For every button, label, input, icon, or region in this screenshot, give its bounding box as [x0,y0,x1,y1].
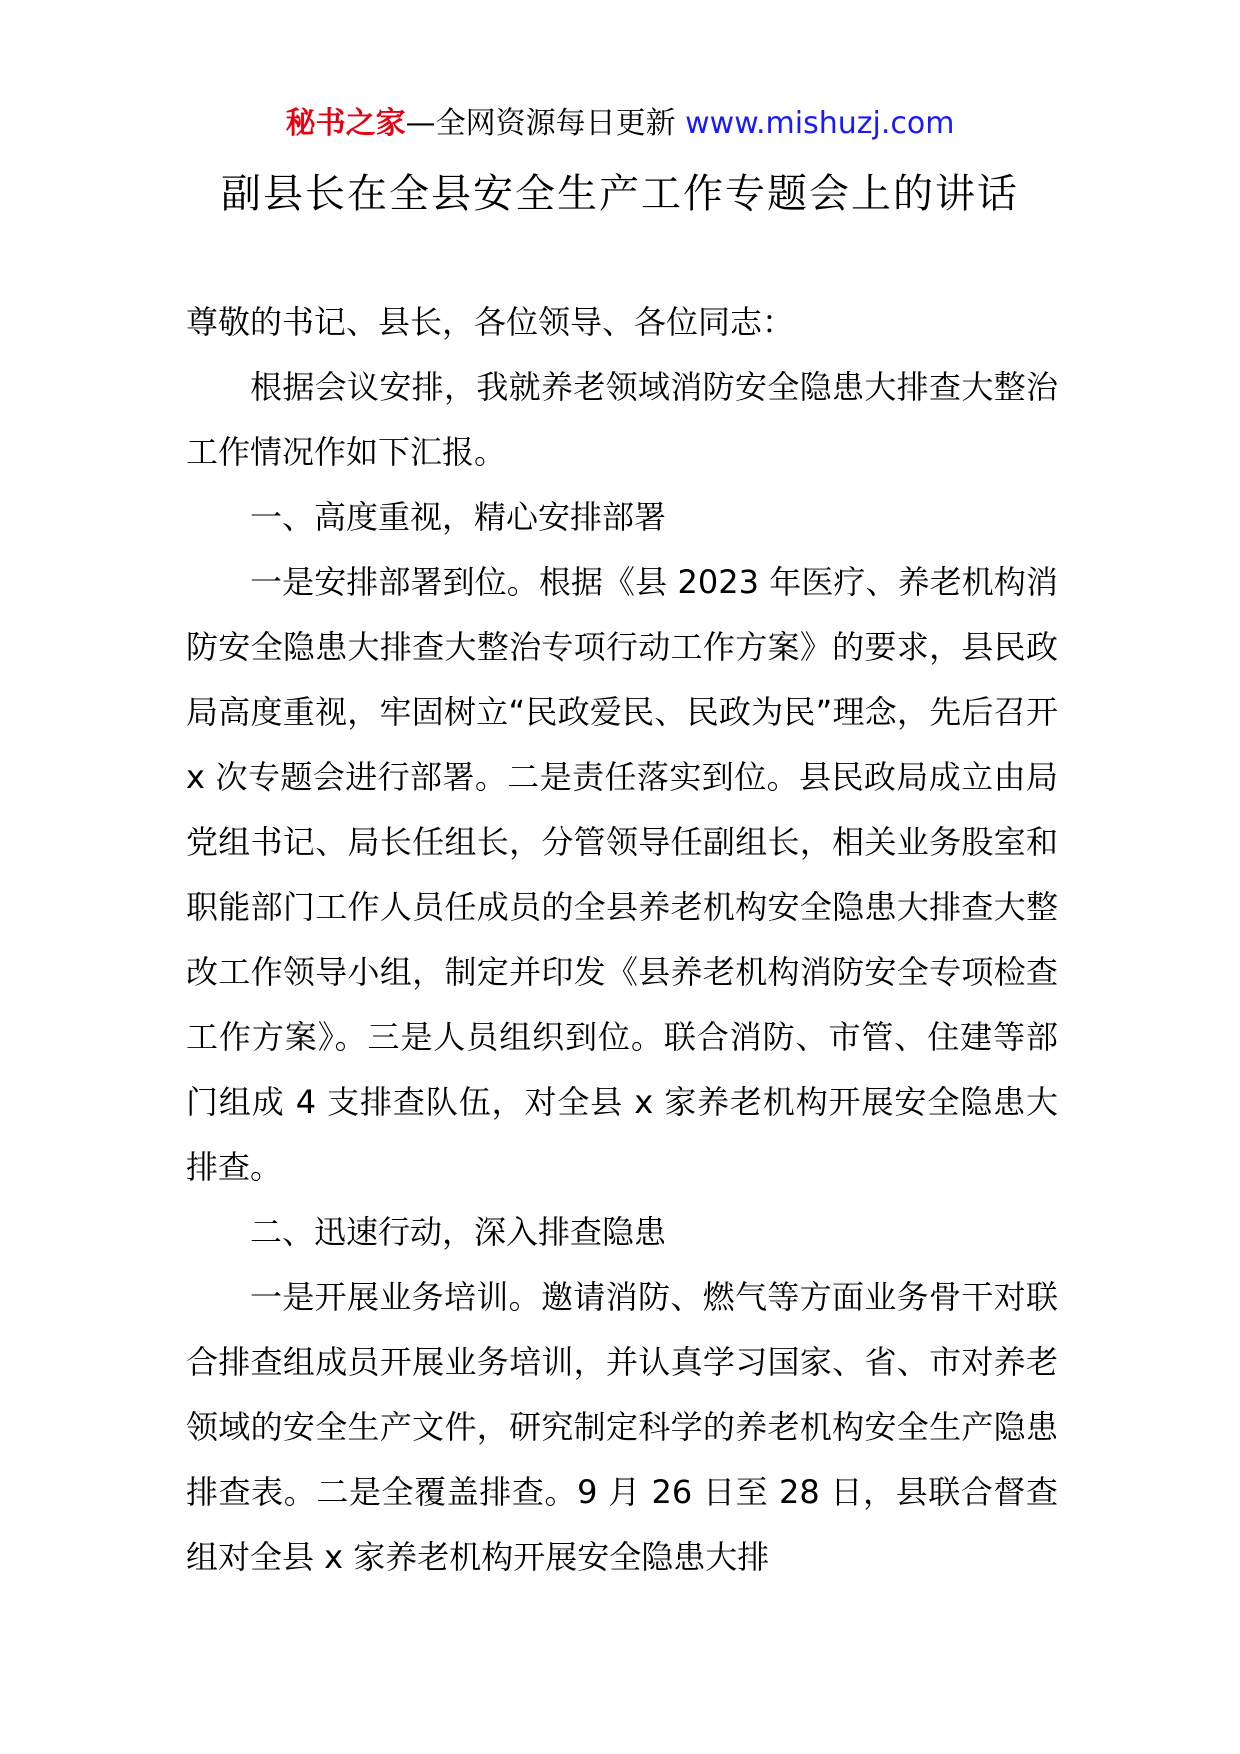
document-title: 副县长在全县安全生产工作专题会上的讲话 [221,171,1019,217]
document-body [186,290,1058,1590]
paragraph-section-1: 一是安排部署到位。根据《县 2023 年医疗、养老机构消防安全隐患大排查大整治专项行动工作方案》的要求，县民政局高度重视，牢固树立“民政爱民、民政为民”理念，先后召开 x 次专题会进行部署。二是责任落实到位。县民政局成立由局党组书记、局长任组长，分管领导任副组长，相关业务股室和职能部门工作人员任成员的全县养老机构安全隐患大排查大整改工作领导小组，制定并印发《县养老机构消防安全专项检查工作方案》。三是人员组织到位。联合消防、市管、住建等部门组成 4 支排查队伍，对全县 x 家养老机构开展安全隐患大排查。 [186,563,1058,1186]
site-banner [0,100,1240,148]
paragraph-intro: 根据会议安排，我就养老领域消防安全隐患大排查大整治工作情况作如下汇报。 [186,368,1058,471]
section-heading-1: 一、高度重视，精心安排部署 [250,498,667,536]
salutation: 尊敬的书记、县长，各位领导、各位同志： [186,303,795,341]
brand-name: 秘书之家 [285,106,406,141]
paragraph-section-2: 一是开展业务培训。邀请消防、燃气等方面业务骨干对联合排查组成员开展业务培训，并认真学习国家、省、市对养老领域的安全生产文件，研究制定科学的养老机构安全生产隐患排查表。二是全覆盖排查。9 月 26 日至 28 日，县联合督查组对全县 x 家养老机构开展安全隐患大排 [186,1278,1058,1576]
site-url-link[interactable]: www.mishuzj.com [685,106,955,141]
section-heading-2: 二、迅速行动，深入排查隐患 [250,1213,667,1251]
banner-tagline: —全网资源每日更新 [405,106,686,141]
